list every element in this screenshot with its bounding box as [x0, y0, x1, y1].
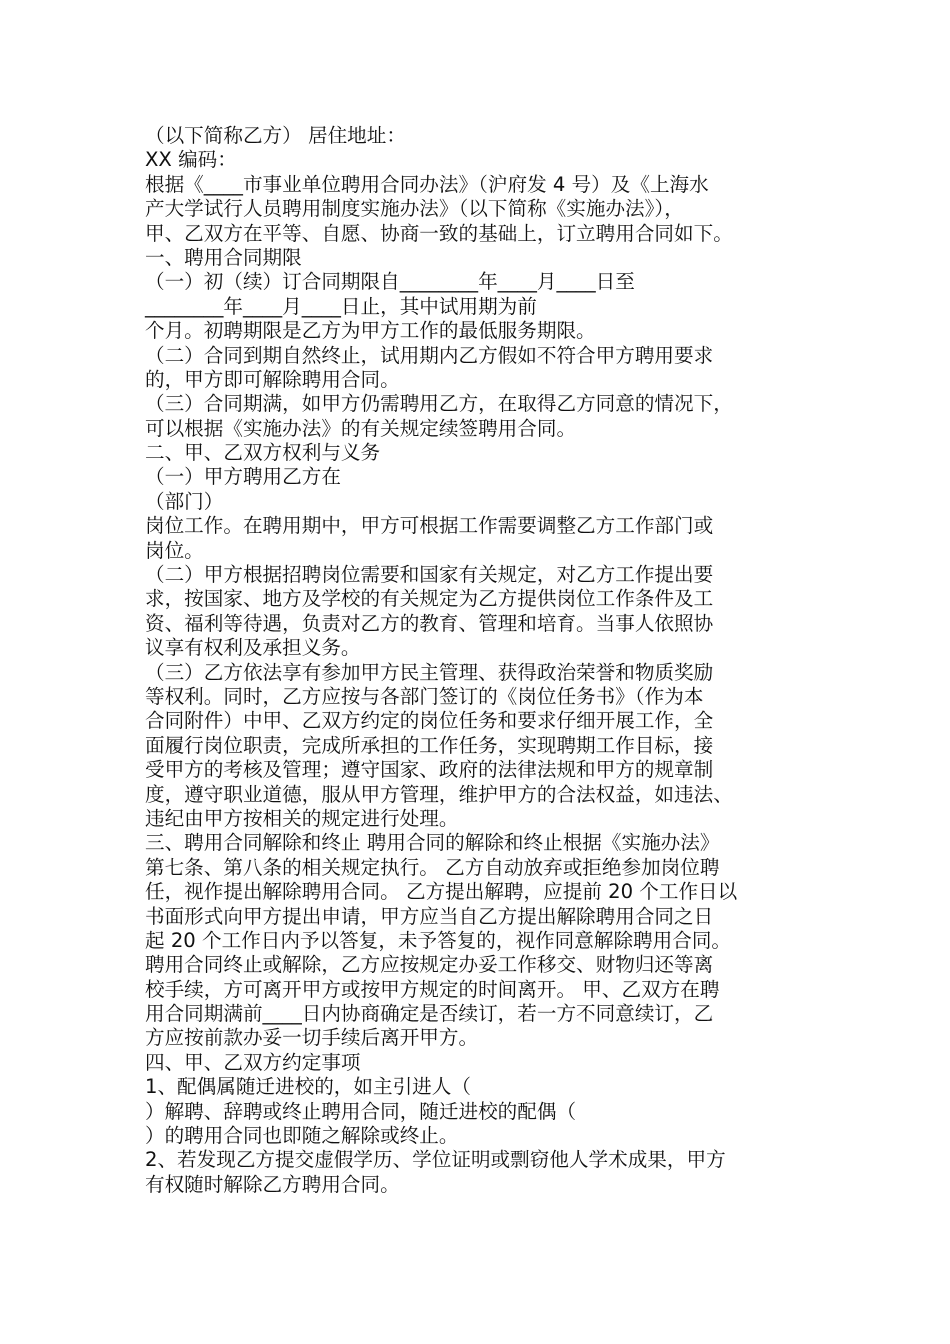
text-line: 议享有权利及承担义务。 — [145, 636, 361, 660]
text-line: 资、福利等待遇，负责对乙方的教育、管理和培育。当事人依照协 — [145, 611, 714, 635]
text-line: 校手续，方可离开甲方或按甲方规定的时间离开。 甲、乙双方在聘 — [145, 977, 720, 1001]
text-line: 产大学试行人员聘用制度实施办法》（以下简称《实施办法》）， — [145, 197, 684, 221]
section-heading: 二、甲、乙双方权利与义务 — [145, 441, 381, 465]
text-line: （以下简称乙方） 居住地址： — [145, 124, 406, 147]
contract-document — [145, 124, 825, 1197]
text-line: 任，视作提出解除聘用合同。 乙方提出解聘，应提前 20 个工作日以 — [145, 880, 738, 904]
text-line: 等权利。同时，乙方应按与各部门签订的《岗位任务书》（作为本 — [145, 684, 704, 708]
text-line: 岗位。 — [145, 538, 204, 562]
text-line: ________年____月____日止，其中试用期为前 — [145, 294, 537, 318]
text-line: （三）合同期满，如甲方仍需聘用乙方，在取得乙方同意的情况下， — [145, 392, 733, 416]
text-line: 根据《____市事业单位聘用合同办法》（沪府发 4 号）及《上海水 — [145, 172, 709, 196]
text-line: 求，按国家、地方及学校的有关规定为乙方提供岗位工作条件及工 — [145, 587, 714, 611]
text-line: 用合同期满前____日内协商确定是否续订，若一方不同意续订，乙 — [145, 1002, 714, 1026]
text-line: （二）甲方根据招聘岗位需要和国家有关规定，对乙方工作提出要 — [145, 563, 714, 587]
text-line: 合同附件）中甲、乙双方约定的岗位任务和要求仔细开展工作，全 — [145, 709, 714, 733]
text-line: 的，甲方即可解除聘用合同。 — [145, 367, 400, 391]
text-line: 2、若发现乙方提交虚假学历、学位证明或剽窃他人学术成果，甲方 — [145, 1148, 726, 1172]
text-line: （三）乙方依法享有参加甲方民主管理、获得政治荣誉和物质奖励 — [145, 660, 714, 684]
text-line: （二）合同到期自然终止，试用期内乙方假如不符合甲方聘用要求 — [145, 343, 714, 367]
text-line: （部门） — [145, 489, 224, 513]
text-line: 起 20 个工作日内予以答复，未予答复的，视作同意解除聘用合同。 — [145, 928, 732, 952]
text-line: 聘用合同终止或解除，乙方应按规定办妥工作移交、财物归还等离 — [145, 953, 714, 977]
text-line: （一）甲方聘用乙方在 — [145, 465, 341, 489]
text-line: ）的聘用合同也即随之解除或终止。 — [145, 1124, 459, 1148]
text-line: 可以根据《实施办法》的有关规定续签聘用合同。 — [145, 416, 577, 440]
text-line: 受甲方的考核及管理；遵守国家、政府的法律法规和甲方的规章制 — [145, 758, 714, 782]
text-line: 个月。初聘期限是乙方为甲方工作的最低服务期限。 — [145, 319, 596, 343]
text-line: 有权随时解除乙方聘用合同。 — [145, 1172, 400, 1196]
text-line: 书面形式向甲方提出申请，甲方应当自乙方提出解除聘用合同之日 — [145, 904, 714, 928]
section-heading: 四、甲、乙双方约定事项 — [145, 1050, 361, 1074]
text-line: 岗位工作。在聘用期中，甲方可根据工作需要调整乙方工作部门或 — [145, 514, 714, 538]
text-line: 第七条、第八条的相关规定执行。 乙方自动放弃或拒绝参加岗位聘 — [145, 855, 720, 879]
text-line: 面履行岗位职责，完成所承担的工作任务，实现聘期工作目标，接 — [145, 733, 714, 757]
text-line: 违纪由甲方按相关的规定进行处理。 — [145, 806, 459, 830]
text-line: XX 编码： — [145, 148, 237, 172]
section-heading: 三、聘用合同解除和终止 聘用合同的解除和终止根据《实施办法》 — [145, 831, 720, 855]
text-line: 甲、乙双方在平等、自愿、协商一致的基础上，订立聘用合同如下。 — [145, 221, 733, 245]
text-line: 度，遵守职业道德，服从甲方管理，维护甲方的合法权益，如违法、 — [145, 782, 733, 806]
text-line: 1、配偶属随迁进校的，如主引进人（ — [145, 1075, 471, 1099]
section-heading: 一、聘用合同期限 — [145, 245, 302, 269]
text-line: （一）初（续）订合同期限自________年____月____日至 — [145, 270, 635, 294]
text-line: 方应按前款办妥一切手续后离开甲方。 — [145, 1026, 479, 1050]
text-line: ）解聘、辞聘或终止聘用合同，随迁进校的配偶（ — [145, 1099, 577, 1123]
